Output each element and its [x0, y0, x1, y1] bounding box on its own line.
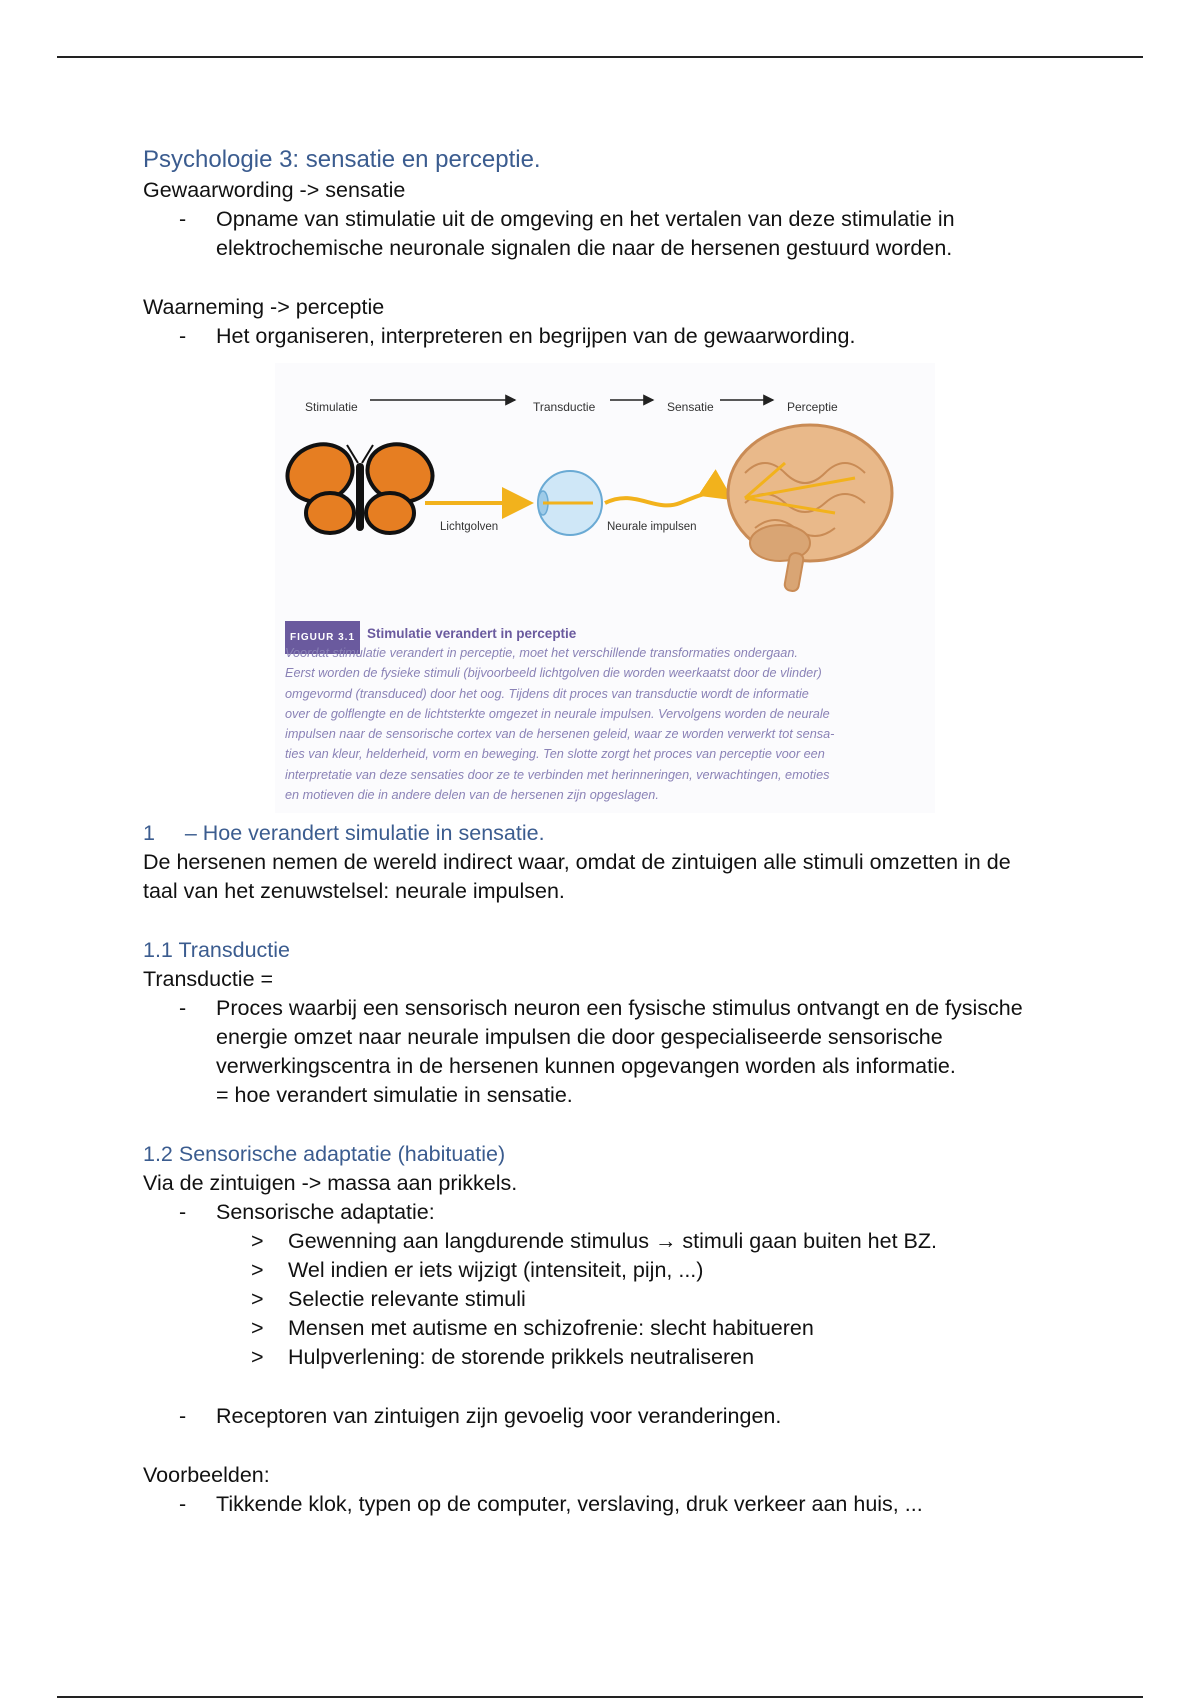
- definition-line: energie omzet naar neurale impulsen die door gespecialiseerde sensorische: [216, 1025, 943, 1049]
- sub-item-text: Mensen met autisme en schizofrenie: slecht habitueren: [288, 1316, 814, 1340]
- flow-label-transductie: Transductie: [533, 400, 596, 414]
- definition-line: = hoe verandert simulatie in sensatie.: [216, 1083, 573, 1107]
- caption-line: interpretatie van deze sensaties door ze te verbinden met herinneringen, verwachtingen, emoties: [285, 767, 830, 782]
- sub-mark: >: [251, 1229, 264, 1253]
- caption-line: over de golflengte en de lichtsterkte omgezet in neurale impulsen. Vervolgens worden de neurale: [285, 706, 830, 721]
- sub-mark: >: [251, 1287, 264, 1311]
- sub-item: [143, 1314, 1073, 1343]
- sub-item: [143, 1227, 1073, 1256]
- section-1-2-heading: 1.2 Sensorische adaptatie (habituatie): [143, 1142, 506, 1166]
- flow-label-stimulatie: Stimulatie: [305, 400, 358, 414]
- figure-stimulatie-perceptie: [275, 363, 935, 813]
- section-1-text: taal van het zenuwstelsel: neurale impulsen.: [143, 879, 565, 903]
- bullet-text: Tikkende klok, typen op de computer, verslaving, druk verkeer aan huis, ...: [216, 1492, 923, 1516]
- bullet-dash: -: [179, 1200, 187, 1224]
- sub-item-text: Gewenning aan langdurende stimulus → stimuli gaan buiten het BZ.: [288, 1229, 937, 1253]
- light-waves-label: Lichtgolven: [440, 521, 499, 533]
- figure-caption: [285, 643, 925, 805]
- term-gewaarwording: Gewaarwording -> sensatie: [143, 178, 406, 202]
- flow-label-sensatie: Sensatie: [667, 400, 714, 414]
- caption-line: Voordat stimulatie verandert in perceptie, moet het verschillende transformaties ondergaan.: [285, 646, 798, 660]
- sub-item-text: Hulpverlening: de storende prikkels neutraliseren: [288, 1345, 755, 1369]
- caption-line: impulsen naar de sensorische cortex van de hersenen geleid, waar ze worden verwerkt tot sensa-: [285, 727, 835, 742]
- definition-line: Het organiseren, interpreteren en begrijpen van de gewaarwording.: [216, 324, 856, 348]
- section-1-heading: 1 – Hoe verandert simulatie in sensatie.: [143, 821, 545, 845]
- bullet-dash: -: [179, 1492, 187, 1516]
- section-1-text: De hersenen nemen de wereld indirect waar, omdat de zintuigen alle stimuli omzetten in de: [143, 850, 1011, 874]
- neural-impulses-label: Neurale impulsen: [607, 521, 697, 533]
- document-body: [143, 144, 1073, 1519]
- figure-badge: FIGUUR 3.1: [285, 621, 360, 654]
- butterfly-image: [279, 435, 440, 533]
- section-1-1-heading: 1.1 Transductie: [143, 938, 291, 962]
- sub-mark: >: [251, 1345, 264, 1369]
- definition-line: elektrochemische neuronale signalen die naar de hersenen gestuurd worden.: [216, 236, 953, 260]
- figure-caption-title: Stimulatie verandert in perceptie: [367, 626, 577, 641]
- term-transductie: Transductie =: [143, 967, 274, 991]
- flow-label-perceptie: Perceptie: [787, 400, 838, 414]
- caption-line: Eerst worden de fysieke stimuli (bijvoorbeeld lichtgolven die worden weerkaatst door de vlinder): [285, 666, 822, 681]
- sub-item-text: Wel indien er iets wijzigt (intensiteit, pijn, ...): [288, 1258, 704, 1282]
- bullet-dash: -: [179, 996, 187, 1020]
- caption-line: omgevormd (transduced) door het oog. Tijdens dit proces van transductie wordt de informatie: [285, 686, 809, 701]
- examples-label: Voorbeelden:: [143, 1463, 270, 1487]
- sub-item: [143, 1285, 1073, 1314]
- definition-line: verwerkingscentra in de hersenen kunnen opgevangen worden als informatie.: [216, 1054, 956, 1078]
- neural-impulse-arrow: [605, 493, 730, 506]
- sub-mark: >: [251, 1316, 264, 1340]
- definition-line: Opname van stimulatie uit de omgeving en het vertalen van deze stimulatie in: [216, 207, 955, 231]
- sub-mark: >: [251, 1258, 264, 1282]
- brain-image: [728, 425, 892, 592]
- bullet-examples: [143, 1490, 1073, 1519]
- definition-line: Proces waarbij een sensorisch neuron een fysische stimulus ontvangt en de fysische: [216, 996, 1023, 1020]
- bullet-dash: -: [179, 207, 187, 231]
- bullet-dash: -: [179, 1404, 187, 1428]
- bullet-waarneming: [143, 322, 1073, 351]
- footer-rule: [57, 1696, 1143, 1698]
- bullet-gewaarwording: [143, 205, 1073, 263]
- term-waarneming: Waarneming -> perceptie: [143, 295, 385, 319]
- bullet-dash: -: [179, 324, 187, 348]
- caption-line: ties van kleur, helderheid, vorm en beweging. Ten slotte zorgt het proces van perceptie voor een: [285, 747, 825, 762]
- bullet-sensorische-adaptatie: [143, 1198, 1073, 1227]
- sub-item: [143, 1343, 1073, 1372]
- section-1-2-intro: Via de zintuigen -> massa aan prikkels.: [143, 1171, 518, 1195]
- caption-line: en motieven die in andere delen van de hersenen zijn opgeslagen.: [285, 788, 659, 803]
- sub-item-text: Selectie relevante stimuli: [288, 1287, 526, 1311]
- bullet-text: Sensorische adaptatie:: [216, 1200, 435, 1224]
- eye-image: [538, 471, 602, 535]
- sub-item: [143, 1256, 1073, 1285]
- bullet-text: Receptoren van zintuigen zijn gevoelig voor veranderingen.: [216, 1404, 782, 1428]
- bullet-receptoren: [143, 1402, 1073, 1431]
- bullet-transductie: [143, 994, 1073, 1110]
- header-rule: [57, 56, 1143, 58]
- page-title: Psychologie 3: sensatie en perceptie.: [143, 146, 541, 173]
